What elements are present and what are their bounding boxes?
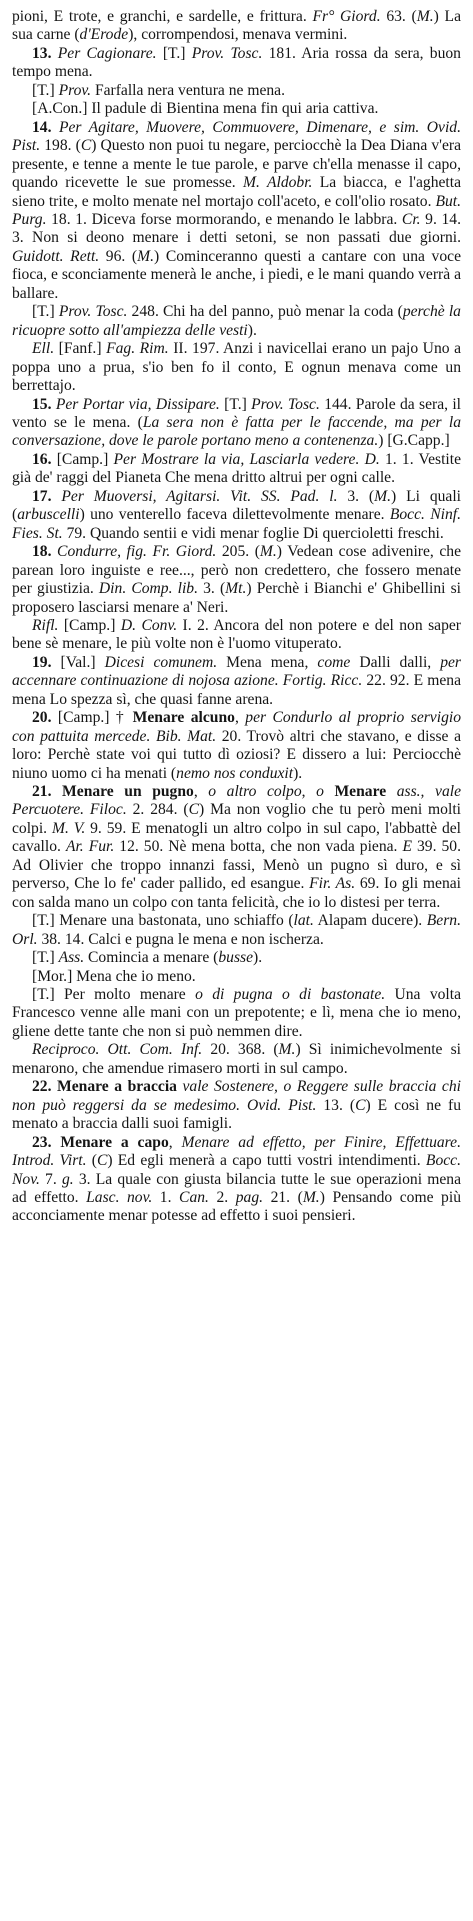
entry-paragraph: 21. Menare un pugno, o altro colpo, o Menare ass., vale Percuotere. Filoc. 2. 284. (C) Ma non voglio che tu però meni molti colpi. M. V. 9. 59. E menatogli un altro colpo in sul capo, l'abbattè del cavallo. Ar. Fur. 12. 50. Nè mena botta, che non vada piena. E 39. 50. Ad Olivier che troppo innanzi fassi, Menò un pugno sì duro, e sì perverso, Che lo fe' cader pallido, ed esangue. Fir. As. 69. Io gli menai con salda mano un colpo con tanta felicità, che io lo distesi per terra. xyxy=(12,783,461,911)
entry-paragraph: [T.] Ass. Comincia a menare (busse). xyxy=(32,949,263,967)
entry-paragraph: [A.Con.] Il padule di Bientina mena fin qui aria cattiva. xyxy=(32,100,379,118)
entry-paragraph: 16. [Camp.] Per Mostrare la via, Lasciarla vedere. D. 1. 1. Vestite già de' raggi del Pianeta Che mena dritto altrui per ogni calle. xyxy=(12,450,461,487)
entry-paragraph: [T.] Prov. Tosc. 248. Chi ha del panno, può menar la coda (perchè la ricuopre sotto all'ampiezza delle vesti). xyxy=(12,303,461,339)
entry-paragraph: Reciproco. Ott. Com. Inf. 20. 368. (M.) Sì inimichevolmente si menarono, che amendue rimasero morti in sul campo. xyxy=(12,1041,462,1077)
entry-paragraph: 22. Menare a braccia vale Sostenere, o Reggere sulle braccia chi non può reggersi da se medesimo. Ovid. Pist. 13. (C) E così ne fu menato a braccia dalli suoi famigli. xyxy=(12,1078,462,1133)
entry-paragraph: [T.] Prov. Farfalla nera ventura ne mena. xyxy=(32,81,286,99)
entry-paragraph: pioni, E trote, e granchi, e sardelle, e frittura. Fr° Giord. 63. (M.) La sua carne (d'Erode), corrompendosi, menava vermini. xyxy=(12,8,462,44)
entry-paragraph: Ell. [Fanf.] Fag. Rim. II. 197. Anzi i navicellai erano un pajo Uno a poppa uno a prua, s'io ben fo il conto, E ognun menava come un berrettajo. xyxy=(12,340,462,395)
entry-paragraph: Rifl. [Camp.] D. Conv. I. 2. Ancora del non potere e del non saper bene sè menare, le più volte non è l'uomo vituperato. xyxy=(12,616,461,653)
entry-paragraph: 17. Per Muoversi, Agitarsi. Vit. SS. Pad. l. 3. (M.) Li quali (arbuscelli) uno venterello faceva dilettevolmente menare. Bocc. Ninf. Fies. St. 79. Quando sentii e vidi menar foglie Di quercioletti freschi. xyxy=(12,487,461,542)
entry-paragraph: [Mor.] Mena che io meno. xyxy=(32,967,196,985)
entry-paragraph: [T.] Per molto menare o di pugna o di bastonate. Una volta Francesco venne alle mani con un prepotente; e lì, mena che io meno, gliene dette tante che non si può nemmen dire. xyxy=(12,986,461,1040)
entry-paragraph: 13. Per Cagionare. [T.] Prov. Tosc. 181. Aria rossa da sera, buon tempo mena. xyxy=(12,44,461,81)
entry-paragraph: 14. Per Agitare, Muovere, Commuovere, Dimenare, e sim. Ovid. Pist. 198. (C) Questo non puoi tu negare, perciocchè la Dea Diana v'era presente, e tenne a mente le tue parole, e parve ch'ella menasse il capo, quando ricevette le sue promesse. M. Aldobr. La biacca, e l'aghetta sieno trite, e molto menate nel mortajo coll'aceto, e coll'olio rosato. But. Purg. 18. 1. Diceva forse mormorando, e menando le labbra. Cr. 9. 14. 3. Non si deono menare i detti setoni, se non passati due giorni. Guidott. Rett. 96. (M.) Cominceranno questi a cantare con una voce fioca, e sconciamente menerà le anche, i piedi, e le mani quando verrà a ballare. xyxy=(12,118,461,302)
entry-paragraph: 20. [Camp.] † Menare alcuno, per Condurlo al proprio servigio con pattuita mercede. Bib. Mat. 20. Trovò altri che stavano, e disse a loro: Perchè state voi qui tutto dì oziosi? E dissero a lui: Perciocchè niuno uomo ci ha menati (nemo nos conduxit). xyxy=(12,709,461,782)
entry-paragraph: 23. Menare a capo, Menare ad effetto, per Finire, Effettuare. Introd. Virt. (C) Ed egli menerà a capo tutti vostri intendimenti. Bocc. Nov. 7. g. 3. La quale con giusta bilancia tutte le sue operazioni mena ad effetto. Lasc. nov. 1. Can. 2. pag. 21. (M.) Pensando come più acconciamente menar potesse ad effetto i suoi pensieri. xyxy=(12,1133,461,1225)
entry-paragraph: [T.] Menare una bastonata, uno schiaffo (lat. Alapam ducere). Bern. Orl. 38. 14. Calci e pugna le mena e non ischerza. xyxy=(12,912,461,948)
entry-paragraph: 19. [Val.] Dicesi comunem. Mena mena, come Dalli dalli, per accennare continuazione di nojosa azione. Fortig. Ricc. 22. 92. E mena mena Lo spezza sì, che quasi fanne arena. xyxy=(12,653,462,708)
entry-paragraph: 15. Per Portar via, Dissipare. [T.] Prov. Tosc. 144. Parole da sera, il vento se le mena. (La sera non è fatta per le faccende, ma per la conversazione, dove le parole portano meno a contenenza.) [G.Capp.] xyxy=(12,395,462,450)
entry-paragraph: 18. Condurre, fig. Fr. Giord. 205. (M.) Vedean cose adivenire, che parean loro inguiste e ree..., però non credettero, che fossero menate per giustizia. Din. Comp. lib. 3. (Mt.) Perchè i Bianchi e' Ghibellini si proposero lasciarsi menare a' Neri. xyxy=(12,543,462,616)
